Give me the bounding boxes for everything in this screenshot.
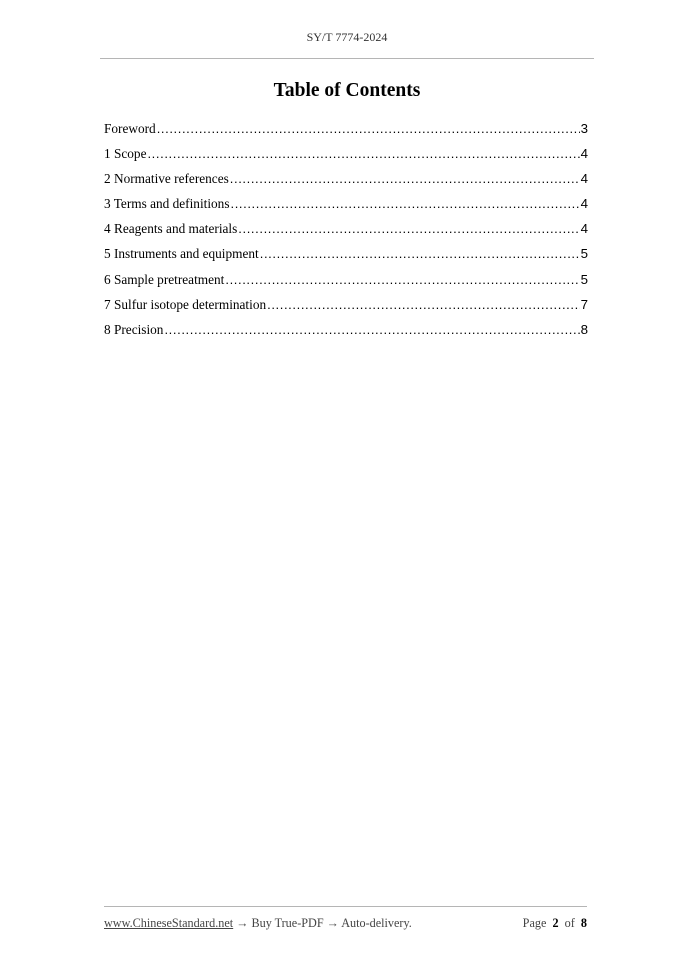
toc-entry-label: Foreword <box>104 121 156 136</box>
toc-entry-precision[interactable] <box>104 317 588 342</box>
toc-entry-foreword[interactable] <box>104 116 588 141</box>
toc-entry-label: 7 Sulfur isotope determination <box>104 296 267 312</box>
toc-entry-page: 3 <box>580 121 588 136</box>
toc-entry-label: 3 Terms and definitions <box>104 196 230 212</box>
toc-leader-dots <box>267 292 579 317</box>
footer-promo <box>104 916 412 931</box>
toc-entry-page: 4 <box>580 171 588 187</box>
toc-entry-page: 5 <box>580 246 588 262</box>
running-header: SY/T 7774-2024 <box>306 30 388 44</box>
arrow-icon: → <box>236 916 249 930</box>
toc-leader-dots <box>164 317 579 342</box>
toc-entry-label: 2 Normative references <box>104 171 229 187</box>
toc-entry-label: 8 Precision <box>104 321 164 337</box>
page-current: 2 <box>552 916 559 930</box>
toc-entry-normative-references[interactable] <box>104 166 588 191</box>
toc-leader-dots <box>238 216 579 241</box>
toc-entry-label: 4 Reagents and materials <box>104 221 238 237</box>
page-number <box>523 916 587 931</box>
arrow-icon: → <box>326 916 339 930</box>
page-word: Page <box>522 916 547 930</box>
toc-entry-sulfur-isotope-determination[interactable] <box>104 292 588 317</box>
toc-entry-page: 5 <box>580 271 588 287</box>
toc-leader-dots <box>157 116 580 141</box>
delivery-text: Auto-delivery. <box>341 916 412 930</box>
page-footer <box>104 916 587 931</box>
toc-leader-dots <box>231 191 580 216</box>
toc-entry-label: 5 Instruments and equipment <box>104 246 259 262</box>
toc-entry-page: 7 <box>580 296 588 312</box>
of-word: of <box>564 916 575 930</box>
toc-entry-sample-pretreatment[interactable] <box>104 267 588 292</box>
toc-entry-scope[interactable] <box>104 141 588 166</box>
toc-entry-label: 1 Scope <box>104 146 147 162</box>
toc-entry-instruments-equipment[interactable] <box>104 241 588 266</box>
toc-entry-page: 4 <box>580 196 588 212</box>
footer-divider <box>104 906 587 907</box>
toc-entry-terms-definitions[interactable] <box>104 191 588 216</box>
toc-leader-dots <box>147 141 579 166</box>
header-divider <box>100 58 594 59</box>
toc-entry-label: 6 Sample pretreatment <box>104 271 225 287</box>
toc-leader-dots <box>225 267 579 292</box>
toc-leader-dots <box>230 166 580 191</box>
site-link[interactable]: www.ChineseStandard.net <box>104 916 234 930</box>
page-total: 8 <box>580 916 587 930</box>
toc-title: Table of Contents <box>273 80 421 101</box>
toc-entry-page: 8 <box>580 321 588 337</box>
buy-text: Buy True-PDF <box>251 916 324 930</box>
toc-entry-page: 4 <box>580 221 588 237</box>
toc-leader-dots <box>260 241 580 266</box>
toc-entry-reagents-materials[interactable] <box>104 216 588 241</box>
toc-list <box>104 116 588 342</box>
toc-entry-page: 4 <box>580 146 588 162</box>
